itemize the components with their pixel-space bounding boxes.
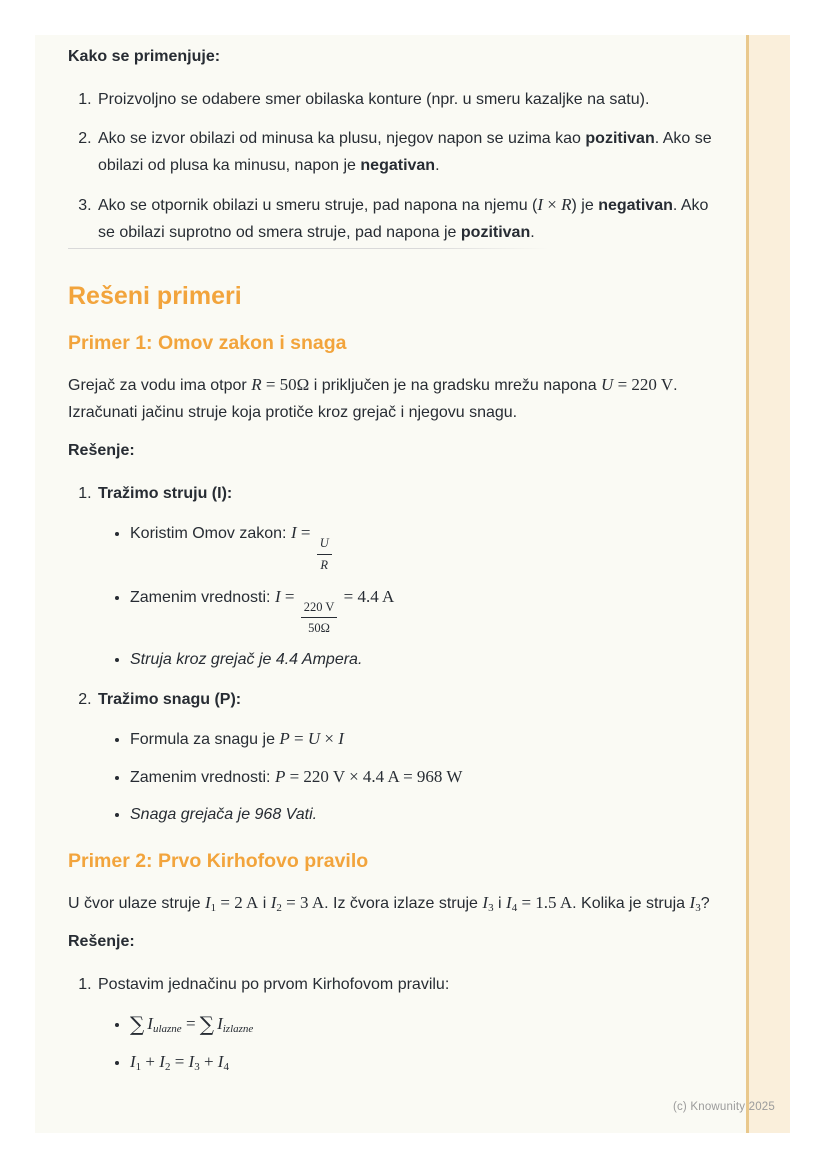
list-item: [96, 480, 718, 674]
math-roman: =: [181, 1014, 200, 1034]
math-variable: $I_2$: [159, 1052, 171, 1074]
math-sum: [199, 1012, 254, 1037]
math-variable: $I_2$: [270, 893, 282, 915]
bullet-item: [130, 1048, 718, 1077]
math-roman: ×: [543, 195, 562, 214]
math-fraction: [301, 599, 338, 638]
math-variable: $I_3$: [482, 893, 494, 915]
bullet-item: [130, 583, 718, 638]
list-item-text: [98, 130, 712, 174]
text-run: Postavim jednačinu po prvom Kirhofovom pravilu:: [98, 976, 450, 994]
math-subscript: 1: [210, 902, 217, 915]
text-run: Formula za snagu je: [130, 731, 280, 749]
document-content: [68, 35, 718, 1077]
subsection-heading: Primer 2: Prvo Kirhofovo pravilo: [68, 850, 369, 873]
math-fraction: [317, 535, 332, 574]
text-run: .: [530, 224, 535, 241]
math-roman: 220 V: [303, 599, 335, 614]
fraction-denominator: [320, 555, 328, 574]
fraction-numerator: [317, 535, 332, 555]
subsection-heading: Primer 1: Omov zakon i snaga: [68, 332, 347, 354]
bold-label: Kako se primenjuje:: [68, 48, 221, 65]
bullet-item: [130, 646, 718, 674]
bold-text: negativan: [598, 197, 673, 214]
math-variable: $I_1$: [204, 893, 217, 915]
ordered-list: [68, 971, 718, 1077]
list-item-text: [98, 691, 241, 708]
math-subscript: 3: [488, 902, 494, 915]
math-roman: =: [280, 586, 299, 606]
list-item: [96, 125, 718, 179]
text-run: . Ako se obilazi suprotno od smera struje, pad napona je: [98, 197, 709, 241]
math-variable: $I_1$: [130, 1052, 142, 1074]
math-subscript: 2: [164, 1061, 171, 1074]
math-roman: 50Ω: [308, 621, 330, 636]
math-variable: R: [561, 195, 572, 214]
bold-label: Rešenje:: [68, 442, 135, 459]
math-roman: +: [199, 1052, 218, 1072]
math-roman: = 220 V: [613, 375, 674, 394]
math-roman: = 4.4 A: [339, 586, 395, 606]
math-roman: +: [141, 1052, 160, 1072]
fraction-numerator: [301, 599, 338, 619]
text-run: Grejač za vodu ima otpor: [68, 377, 252, 394]
math-variable: $I_4$: [506, 893, 518, 915]
section-divider: [68, 248, 718, 249]
math-variable: $I_4$: [217, 1052, 229, 1074]
math-variable: I: [537, 195, 544, 214]
list-item: [96, 971, 718, 1077]
math-subscript: 1: [135, 1061, 142, 1074]
math-variable: $I_3$: [188, 1052, 200, 1074]
ordered-list: [68, 86, 718, 246]
text-run: i priključen je na gradsku mrežu napona: [309, 377, 602, 394]
italic-text: Snaga grejača je 968 Vati.: [130, 806, 318, 824]
next-page-edge-strip: [746, 35, 790, 1133]
ordered-list: [68, 480, 718, 829]
math-roman: = 220 V × 4.4 A = 968 W: [285, 767, 463, 787]
math-subscript: 2: [276, 902, 282, 915]
paragraph: [68, 371, 718, 426]
sum-icon: ∑: [130, 1012, 145, 1037]
list-item-text: [98, 976, 449, 993]
math-variable: P: [279, 729, 290, 749]
text-run: ) je: [571, 197, 599, 214]
section-heading: Rešeni primeri: [68, 282, 242, 310]
math-variable: U: [319, 536, 329, 550]
document-page: [35, 35, 746, 1133]
bullet-item: [130, 763, 718, 792]
text-run: i: [258, 895, 271, 913]
bullet-list: [98, 519, 718, 674]
list-item-text: [98, 485, 232, 502]
text-run: Koristim Omov zakon:: [130, 525, 291, 542]
math-variable: $I_3$: [689, 893, 701, 915]
text-run: . Iz čvora izlaze struje: [324, 895, 483, 913]
math-variable: I: [290, 523, 297, 542]
text-run: ?: [700, 895, 710, 913]
math-variable: U: [307, 729, 321, 749]
math-subscript: 4: [223, 1061, 229, 1074]
text-run: Ako se izvor obilazi od minusa ka plusu, njegov napon se uzima kao: [98, 130, 586, 147]
math-sum: [130, 1012, 182, 1037]
list-item: [96, 191, 718, 246]
math-variable: R: [320, 557, 329, 572]
text-run: i: [493, 895, 507, 913]
math-roman: = 1.5 A: [517, 893, 573, 913]
math-subscript: 3: [194, 1061, 200, 1074]
fraction-denominator: [308, 618, 330, 637]
list-item-text: [98, 197, 708, 241]
text-run: Ako se otpornik obilazi u smeru struje, pad napona na njemu (: [98, 197, 538, 214]
list-item: [96, 686, 718, 829]
math-subscript: ulazne: [152, 1023, 182, 1036]
math-variable: U: [601, 375, 614, 394]
bold-text: pozitivan: [460, 224, 531, 241]
math-subscript: izlazne: [222, 1023, 254, 1036]
text-run: Zamenim vrednosti:: [130, 588, 275, 606]
math-roman: =: [296, 523, 315, 542]
math-variable: I: [274, 586, 281, 606]
text-run: .: [435, 157, 440, 174]
bullet-item: [130, 725, 718, 754]
math-roman: = 2 A: [216, 893, 259, 913]
bold-text: Tražimo struju (I):: [98, 485, 233, 502]
bullet-item: [130, 801, 718, 829]
list-item-text: [98, 91, 649, 108]
paragraph: [68, 889, 718, 917]
math-roman: = 3 A: [281, 893, 325, 913]
text-run: . Ako se obilazi od plusa ka minusu, napon je: [98, 130, 712, 174]
math-roman: ×: [320, 729, 339, 749]
math-subscript: 3: [695, 902, 701, 915]
bold-text: negativan: [360, 157, 436, 174]
text-run: Proizvoljno se odabere smer obilaska konture (npr. u smeru kazaljke na satu).: [98, 91, 650, 108]
list-item: [96, 86, 718, 113]
bold-text: pozitivan: [585, 130, 655, 147]
math-roman: =: [170, 1052, 189, 1072]
math-roman: =: [289, 729, 308, 749]
math-roman: = 50Ω: [261, 375, 310, 394]
math-variable: P: [274, 767, 286, 787]
math-subscript: 4: [511, 902, 518, 915]
math-variable: I: [338, 729, 344, 749]
bold-label: Rešenje:: [68, 933, 135, 951]
italic-text: Struja kroz grejač je 4.4 Ampera.: [130, 651, 363, 669]
copyright-watermark: (c) Knowunity 2025: [672, 1101, 775, 1113]
math-variable: $I_{ulazne}$: [147, 1014, 182, 1036]
text-run: . Kolika je struja: [572, 895, 690, 913]
bullet-list: [98, 1010, 718, 1077]
text-run: Zamenim vrednosti:: [130, 769, 275, 787]
math-variable: $I_{izlazne}$: [217, 1014, 254, 1036]
math-variable: R: [251, 375, 262, 394]
bullet-item: [130, 519, 718, 574]
text-run: . Izračunati jačinu struje koja protiče kroz grejač i njegovu snagu.: [68, 377, 678, 421]
text-run: U čvor ulaze struje: [68, 895, 205, 913]
bullet-item: [130, 1010, 718, 1039]
bold-text: Tražimo snagu (P):: [98, 691, 242, 709]
bullet-list: [98, 725, 718, 829]
sum-icon: ∑: [199, 1012, 215, 1037]
